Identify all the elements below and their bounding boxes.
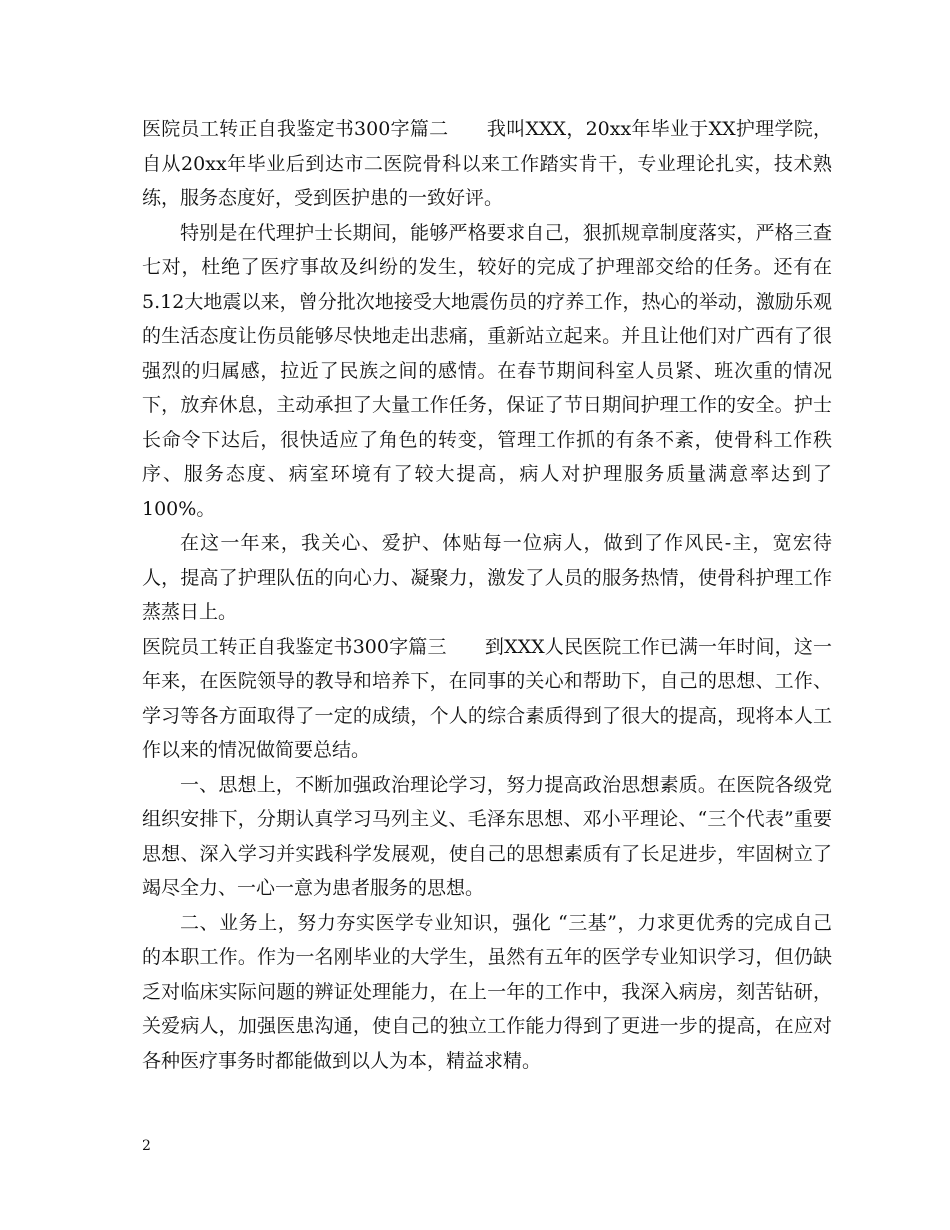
- paragraph-3: 在这一年来，我关心、爱护、体贴每一位病人，做到了作风民-主，宽宏待人，提高了护理队伍的向心力、凝聚力，激发了人员的服务热情，使骨科护理工作蒸蒸日上。: [142, 532, 832, 623]
- paragraph-5: 一、思想上，不断加强政治理论学习，努力提高政治思想素质。在医院各级党组织安排下，分期认真学习马列主义、毛泽东思想、邓小平理论、“三个代表”重要思想、深入学习并实践科学发展观，使自己的思想素质有了长足进步，牢固树立了竭尽全力、一心一意为患者服务的思想。: [142, 773, 832, 899]
- paragraph-4: 医院员工转正自我鉴定书300字篇三 到XXX人民医院工作已满一年时间，这一年来，在医院领导的教导和培养下，在同事的关心和帮助下，自己的思想、工作、学习等各方面取得了一定的成绩，个人的综合素质得到了很大的提高，现将本人工作以来的情况做简要总结。: [142, 635, 832, 761]
- page-number: 2: [142, 1138, 151, 1154]
- paragraph-2: 特别是在代理护士长期间，能够严格要求自己，狠抓规章制度落实，严格三查七对，杜绝了医疗事故及纠纷的发生，较好的完成了护理部交给的任务。还有在5.12大地震以来，曾分批次地接受大地震伤员的疗养工作，热心的举动，激励乐观的生活态度让伤员能够尽快地走出悲痛，重新站立起来。并且让他们对广西有了很强烈的归属感，拉近了民族之间的感情。在春节期间科室人员紧、班次重的情况下，放弃休息，主动承担了大量工作任务，保证了节日期间护理工作的安全。护士长命令下达后，很快适应了角色的转变，管理工作抓的有条不紊，使骨科工作秩序、服务态度、病室环境有了较大提高，病人对护理服务质量满意率达到了100%。: [142, 221, 832, 520]
- paragraph-1: 医院员工转正自我鉴定书300字篇二 我叫XXX，20xx年毕业于XX护理学院，自从20xx年毕业后到达市二医院骨科以来工作踏实肯干，专业理论扎实，技术熟练，服务态度好，受到医护患的一致好评。: [142, 118, 832, 209]
- paragraph-6: 二、业务上，努力夯实医学专业知识，强化 “三基”，力求更优秀的完成自己的本职工作。作为一名刚毕业的大学生，虽然有五年的医学专业知识学习，但仍缺乏对临床实际问题的辨证处理能力，在上一年的工作中，我深入病房，刻苦钻研，关爱病人，加强医患沟通，使自己的独立工作能力得到了更进一步的提高，在应对各种医疗事务时都能做到以人为本，精益求精。: [142, 911, 832, 1072]
- document-body: [142, 112, 832, 1078]
